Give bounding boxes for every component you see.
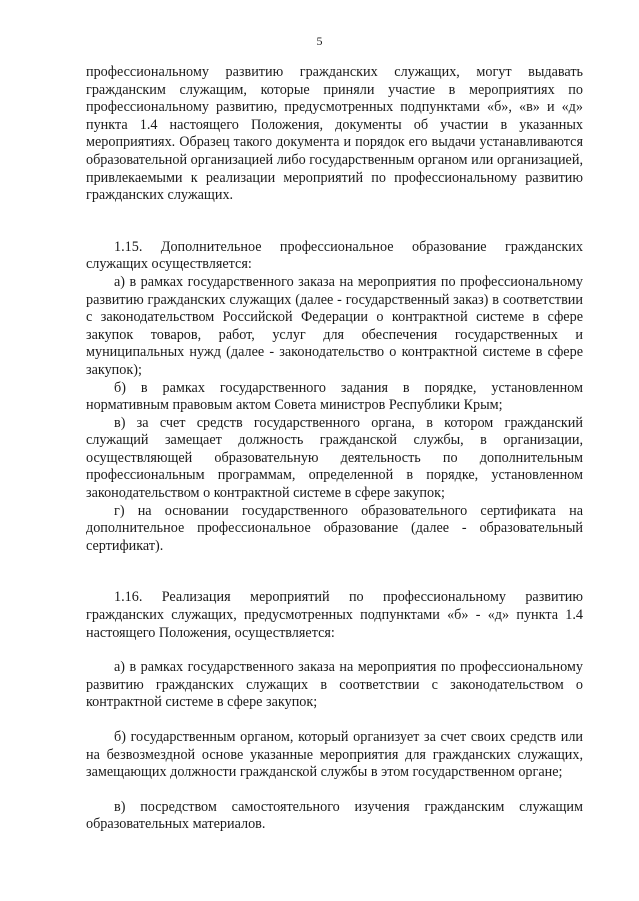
paragraph-1-15-g: г) на основании государственного образовательного сертификата на дополнительное профессиональное образование (далее - образовательный сертификат). [86, 502, 583, 554]
paragraph-1-15-v: в) за счет средств государственного органа, в котором гражданский служащий замещает должность гражданской службы, в организации, осуществляющей образовательную деятельность по дополнительным профессиональным программам, определенной в порядке, установленном законодательством о контрактной системе в сфере закупок; [86, 414, 583, 502]
paragraph-1-16-b: б) государственным органом, который организует за счет своих средств или на безвозмездной основе указанные мероприятия для гражданских служащих, замещающих должности гражданской службы в этом государственном органе; [86, 729, 583, 781]
page-number: 5 [316, 34, 323, 48]
paragraph-1-16-heading: 1.16. Реализация мероприятий по профессиональному развитию гражданских служащих, предусмотренных подпунктами «б» - «д» пункта 1.4 настоящего Положения, осуществляется: [86, 589, 583, 641]
paragraph-continuation: профессиональному развитию гражданских служащих, могут выдавать гражданским служащим, которые приняли участие в мероприятиях по профессиональному развитию, предусмотренных подпунктами «б», «в» и «д» пункта 1.4 настоящего Положения, документы об участии в указанных мероприятиях. Образец такого документа и порядок его выдачи устанавливаются образовательной организацией либо государственным органом или организацией, привлекаемыми к реализации мероприятий по профессиональному развитию гражданских служащих. [86, 64, 583, 204]
paragraph-1-15-heading: 1.15. Дополнительное профессиональное образование гражданских служащих осуществляется: [86, 238, 583, 273]
document-body [86, 64, 583, 834]
paragraph-1-15-a: а) в рамках государственного заказа на мероприятия по профессиональному развитию гражданских служащих (далее - государственный заказ) в соответствии с законодательством Российской Федерации о контрактной системе в сфере закупок товаров, работ, услуг для обеспечения государственных и муниципальных нужд (далее - законодательство о контрактной системе в сфере закупок); [86, 273, 583, 378]
paragraph-1-16-v: в) посредством самостоятельного изучения гражданским служащим образовательных материалов. [86, 798, 583, 833]
paragraph-1-16-a: а) в рамках государственного заказа на мероприятия по профессиональному развитию гражданских служащих в соответствии с законодательством о контрактной системе в сфере закупок; [86, 659, 583, 711]
paragraph-1-15-b: б) в рамках государственного задания в порядке, установленном нормативным правовым актом Совета министров Республики Крым; [86, 379, 583, 414]
